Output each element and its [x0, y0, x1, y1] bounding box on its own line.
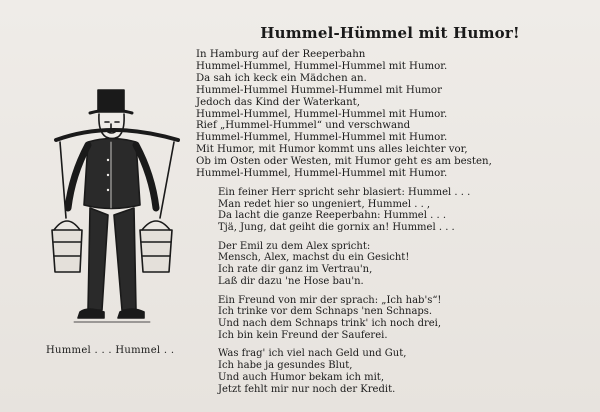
- water-carrier-illustration: [48, 80, 186, 342]
- lyric-line: Und nach dem Schnaps trink' ich noch drei,: [218, 318, 442, 329]
- lyric-line: Und auch Humor bekam ich mit,: [218, 371, 384, 383]
- lyric-line: In Hamburg auf der Reeperbahn: [196, 49, 366, 60]
- stanza-3: [218, 241, 596, 288]
- stanza-5: [218, 348, 596, 395]
- lyric-line: Ich bin kein Freund der Sauferei.: [218, 329, 388, 341]
- lyric-line: Da lacht die ganze Reeperbahn: Hummel . . .: [218, 210, 446, 222]
- lyric-line: Mit Humor, mit Humor kommt uns alles leichter vor,: [196, 144, 468, 156]
- stanza-4: [218, 295, 596, 342]
- lyric-line: Hummel-Hummel, Hummel-Hummel mit Humor.: [196, 60, 448, 72]
- lyric-line: Da sah ich keck ein Mädchen an.: [196, 72, 367, 84]
- lyric-line: Man redet hier so ungeniert, Hummel . . ,: [218, 198, 431, 210]
- stanza-2: [218, 187, 596, 234]
- lyric-line: Ich habe ja gesundes Blut,: [218, 360, 353, 372]
- lyric-line: Mensch, Alex, machst du ein Gesicht!: [218, 252, 410, 264]
- lyric-line: Jedoch das Kind der Waterkant,: [196, 96, 360, 108]
- lyric-line: Hummel-Hummel, Hummel-Hummel mit Humor.: [196, 132, 448, 144]
- stanza-gap: [196, 288, 596, 295]
- stanza-gap: [196, 341, 596, 348]
- lyric-line: Jetzt fehlt mir nur noch der Kredit.: [218, 383, 396, 395]
- lyric-line: Hummel-Hummel, Hummel-Hummel mit Humor.: [196, 168, 448, 180]
- stanza-gap: [196, 180, 596, 187]
- stanza-gap: [196, 234, 596, 241]
- illustration-caption: Hummel . . . Hummel . .: [46, 345, 175, 356]
- lyric-line: Ich trinke vor dem Schnaps 'nen Schnaps.: [218, 306, 433, 318]
- lyric-line: Hummel-Hummel, Hummel-Hummel mit Humor.: [196, 108, 448, 120]
- lyric-line: Was frag' ich viel nach Geld und Gut,: [218, 348, 407, 360]
- lyric-line: Ein feiner Herr spricht sehr blasiert: Hummel . . .: [218, 186, 471, 198]
- lyric-line: Hummel-Hummel Hummel-Hummel mit Humor: [196, 84, 442, 96]
- lyric-line: Ich rate dir ganz im Vertrau'n,: [218, 264, 373, 276]
- lyric-line: Laß dir dazu 'ne Hose bau'n.: [218, 275, 364, 287]
- lyric-line: Rief „Hummel-Hummel“ und verschwand: [196, 120, 411, 132]
- stanza-1: [196, 49, 596, 180]
- song-title: Hummel-Hümmel mit Humor!: [260, 24, 520, 42]
- lyric-line: Ob im Osten oder Westen, mit Humor geht es am besten,: [196, 156, 492, 168]
- lyric-line: Tjä, Jung, dat geiht die gornix an! Hummel . . .: [218, 222, 455, 234]
- lyric-line: Ein Freund von mir der sprach: „Ich hab's“!: [218, 294, 442, 306]
- song-lyrics: [196, 49, 596, 395]
- lyric-line: Der Emil zu dem Alex spricht:: [218, 240, 371, 252]
